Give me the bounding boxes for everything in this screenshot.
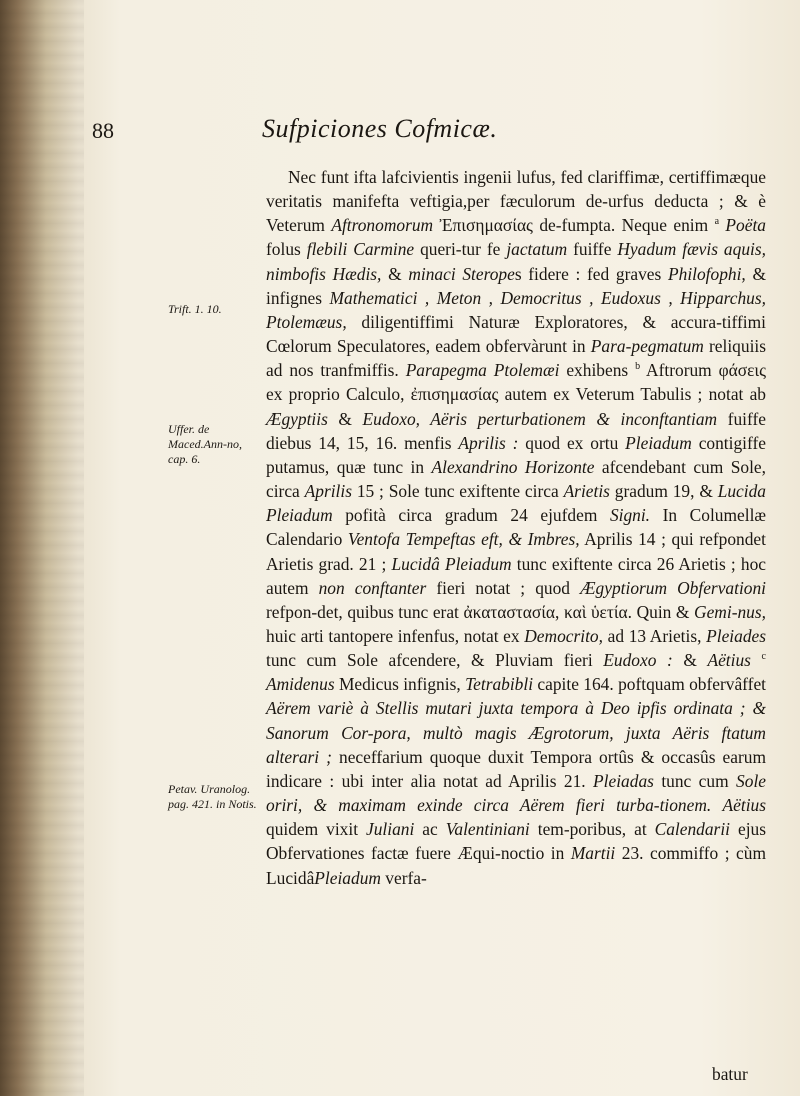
text-segment-italic: Poëta	[719, 215, 766, 236]
text-segment: neceffarium quoque duxit Tempora ortûs & occasûs earum indicare : ubi inter alia notat ad Aprilis 21.	[266, 746, 767, 791]
page-header	[92, 114, 712, 158]
text-segment: exhibens	[559, 360, 636, 381]
text-segment: verfa-	[380, 867, 427, 888]
text-segment-italic: Martii	[570, 843, 616, 864]
text-segment-italic: Aëtius	[707, 650, 751, 671]
text-segment: fuiffe	[567, 239, 618, 260]
footnote-marker: a	[714, 216, 720, 228]
text-segment-italic: Lucida Pleiadum	[266, 481, 766, 526]
text-segment: quidem vixit	[266, 819, 366, 840]
text-segment: queri-tur fe	[414, 239, 507, 260]
text-segment: Ἐπισημασίας de-fumpta. Neque enim	[433, 215, 715, 236]
text-segment-italic: minaci Sterope	[408, 263, 515, 284]
text-segment: 15 ; Sole tunc exiftente circa	[351, 481, 564, 502]
text-segment-italic: Hyadum fævis aquis, nimbofis Hædis,	[266, 239, 766, 284]
text-segment-italic: Philofophi,	[668, 263, 746, 284]
text-segment-italic: Pleiadum	[314, 867, 381, 888]
text-segment: s fidere : fed graves	[514, 263, 668, 284]
text-segment: fuiffe diebus 14, 15, 16. menfis	[266, 408, 766, 453]
text-segment-italic: non conftanter	[318, 577, 427, 598]
text-segment-italic: Parapegma Ptolemæi	[405, 360, 560, 381]
text-segment-italic: Eudoxo :	[603, 650, 673, 671]
footnote-marker: b	[635, 361, 641, 373]
margin-note-c: Petav. Uranolog. pag. 421. in Notis.	[168, 782, 257, 811]
text-segment: reliquiis ad nos tranfmiffis.	[266, 336, 766, 381]
text-segment: &	[381, 263, 409, 284]
text-segment-italic: Pleiadas	[593, 770, 654, 791]
text-segment-italic: Mathematici , Meton , Democritus , Eudoxus , Hipparchus, Ptolemæus,	[266, 287, 766, 332]
text-segment: &	[327, 408, 363, 429]
text-segment: tunc cum Sole afcendere, & Pluviam fieri	[266, 650, 604, 671]
text-segment: huic arti tantopere infenfus, notat ex	[266, 625, 525, 646]
text-segment-italic: Tetrabibli	[465, 674, 534, 695]
running-title: Sufpiciones Cofmicæ.	[262, 114, 498, 143]
text-segment-italic: Gemi-nus,	[694, 601, 766, 622]
text-segment-italic: jactatum	[506, 239, 568, 260]
footnote-marker: c	[761, 651, 766, 663]
text-segment: Aprilis 14 ; qui refpondet Arietis grad. 21 ;	[266, 529, 766, 574]
text-segment-italic: Ægyptiis	[266, 408, 328, 429]
text-segment: diligentiffimi Naturæ Exploratores, & accura-tiffimi Cœlorum Speculatores, eadem obfervàrunt in	[266, 311, 766, 357]
page-number: 88	[92, 118, 114, 143]
text-segment: & infignes	[266, 263, 766, 308]
text-segment-italic: Juliani	[366, 819, 415, 840]
text-segment: Nec funt ifta lafcivientis ingenii lufus, fed clariffimæ, certiffimæque veritatis manifefta veftigia,per fæculorum de-urfus deducta ; & è Veterum	[266, 167, 766, 236]
book-gutter-shadow	[0, 0, 84, 1096]
text-segment-italic: Aprilis :	[458, 432, 519, 453]
text-segment: fieri notat ; quod	[426, 577, 581, 598]
catchword: batur	[712, 1064, 748, 1084]
text-segment-italic: Valentiniani	[445, 819, 530, 840]
text-segment-italic: Eudoxo, Aëris perturbationem & inconftantiam	[362, 408, 718, 429]
text-segment: contigiffe putamus, quæ tunc in	[266, 432, 766, 477]
margin-note-b: Uffer. de Maced.Ann-no, cap. 6.	[168, 422, 242, 466]
text-segment: tunc exiftente circa 26 Arietis ; hoc autem	[266, 553, 766, 598]
body-paragraph	[266, 165, 766, 890]
text-segment-italic: Aërem variè à Stellis mutari juxta tempora à Deo ipfis ordinata ; & Sanorum Cor-pora, multò magis Ægrotorum, juxta Aëris ftatum alterari ;	[266, 698, 766, 767]
text-segment-italic: Amidenus	[266, 674, 335, 695]
text-segment-italic: Ægyptiorum Obfervationi	[580, 577, 766, 598]
text-segment-italic: Alexandrino Horizonte	[431, 456, 595, 477]
text-segment: Medicus infignis,	[334, 674, 466, 695]
text-segment: ad 13 Arietis,	[602, 625, 707, 646]
text-segment: afcendebant cum Sole, circa	[266, 456, 766, 502]
text-segment: ejus Obfervationes factæ fuere Æqui-noctio in	[266, 819, 766, 864]
text-segment: Aftrorum φάσεις ex proprio Calculo, ἐπισημασίας autem ex Veterum Tabulis ; notat ab	[266, 360, 766, 405]
text-segment: refpon-det, quibus tunc erat ἀκαταστασία, καὶ ὑετία. Quin &	[266, 601, 695, 622]
text-segment-italic: Lucidâ Pleiadum	[391, 553, 512, 574]
text-segment: tunc cum	[653, 770, 737, 791]
text-segment: quod ex ortu	[518, 432, 626, 453]
text-segment-italic: Pleiadum	[625, 432, 692, 453]
text-segment: ac	[414, 819, 446, 840]
text-segment-italic: Calendarii	[654, 819, 730, 840]
text-segment-italic: Para-pegmatum	[590, 336, 704, 357]
margin-note-a: Trift. 1. 10.	[168, 302, 222, 316]
text-segment	[751, 650, 762, 670]
text-segment: folus	[266, 239, 307, 260]
text-segment: In Columellæ Calendario	[266, 505, 767, 550]
text-segment-italic: Sole oriri, & maximam exinde circa Aërem fieri turba-tionem.	[266, 770, 766, 816]
text-segment-italic: Aftronomorum	[331, 215, 434, 236]
text-segment-italic: Arietis	[563, 481, 610, 502]
text-segment: capite 164. poftquam obfervâffet	[533, 674, 767, 695]
text-segment-italic: Aëtius	[722, 795, 766, 816]
text-segment-italic: Aprilis	[304, 481, 352, 502]
text-segment-italic: Pleiades	[706, 625, 767, 646]
text-segment	[711, 795, 722, 815]
text-segment-italic: Signi.	[609, 505, 651, 526]
text-segment: gradum 19, &	[609, 481, 718, 502]
text-segment-italic: flebili Carmine	[306, 239, 415, 260]
text-segment: 23. commiffo ; cùm Lucidâ	[266, 843, 766, 888]
text-segment-italic: Democrito,	[524, 625, 603, 646]
text-segment: pofità circa gradum 24 ejufdem	[332, 505, 610, 526]
text-segment: tem-poribus, at	[529, 819, 655, 840]
text-segment: &	[672, 650, 708, 671]
text-segment-italic: Ventofa Tempeftas eft, & Imbres,	[347, 529, 580, 550]
